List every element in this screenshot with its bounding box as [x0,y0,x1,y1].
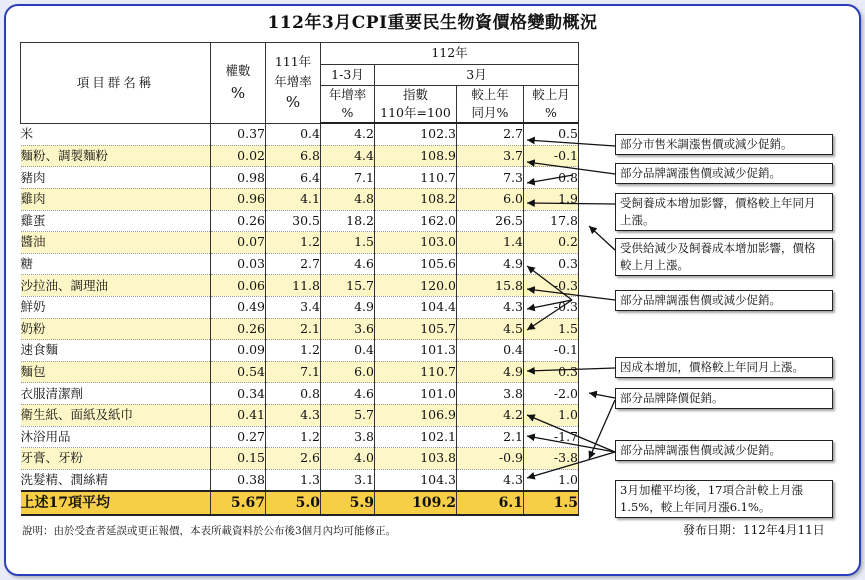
total-name: 上述17項平均 [21,491,211,515]
total-mom: 1.5 [524,491,579,515]
cell-q1: 15.7 [321,275,375,297]
item-name: 洗髮精、潤絲精 [21,469,211,491]
cell-y111: 1.3 [266,469,321,491]
arrow-bath [527,436,615,452]
cell-yoy: 4.9 [457,253,524,275]
arrow-oil [527,289,615,300]
cell-y111: 11.8 [266,275,321,297]
cell-yoy: 1.4 [457,232,524,254]
cell-mom: 1.0 [524,469,579,491]
item-name: 麵包 [21,361,211,383]
note-oil: 部分品牌調漲售價或減少促銷。 [615,290,833,311]
cell-q1: 6.0 [321,361,375,383]
cell-mom: 0.5 [524,123,579,145]
cell-q1: 5.7 [321,404,375,426]
cell-mom: 0.3 [524,361,579,383]
item-name: 麵粉、調製麵粉 [21,145,211,167]
cell-index: 108.2 [375,188,457,210]
item-name: 醬油 [21,232,211,254]
cell-y111: 30.5 [266,210,321,232]
header-weight: 權數 % [211,43,266,124]
cell-mom: -0.3 [524,296,579,318]
cell-index: 103.0 [375,232,457,254]
cell-weight: 0.41 [211,404,266,426]
cell-q1: 1.5 [321,232,375,254]
header-index: 指數 110年=100 [375,86,457,124]
cell-weight: 0.37 [211,123,266,145]
header-march: 3月 [375,64,579,86]
cell-yoy: 2.7 [457,123,524,145]
cell-mom: -3.8 [524,448,579,470]
cell-weight: 0.07 [211,232,266,254]
cell-index: 102.3 [375,123,457,145]
cell-weight: 0.98 [211,167,266,189]
arrow-tissue [527,415,615,452]
cell-mom: -1.7 [524,426,579,448]
cell-y111: 4.1 [266,188,321,210]
arrow-rice [527,140,615,146]
item-name: 米 [21,123,211,145]
arrow-sugar [527,266,572,300]
item-name: 速食麵 [21,340,211,362]
cell-yoy: 0.4 [457,340,524,362]
header-yoy: 較上年 同月% [457,86,524,124]
cell-y111: 4.3 [266,404,321,426]
cell-y111: 1.2 [266,426,321,448]
item-name: 雞肉 [21,188,211,210]
cell-weight: 0.02 [211,145,266,167]
cell-q1: 4.0 [321,448,375,470]
cell-y111: 6.4 [266,167,321,189]
cell-q1: 3.1 [321,469,375,491]
cell-weight: 0.54 [211,361,266,383]
arrow-flour [527,162,615,174]
cell-index: 104.4 [375,296,457,318]
cell-mom: -2.0 [524,383,579,405]
item-name: 沙拉油、調理油 [21,275,211,297]
cell-yoy: -0.9 [457,448,524,470]
header-item: 項目群名稱 [21,43,211,124]
cell-weight: 0.34 [211,383,266,405]
item-name: 牙膏、牙粉 [21,448,211,470]
cell-weight: 0.38 [211,469,266,491]
note-rice: 部分市售米調漲售價或減少促銷。 [615,134,833,155]
header-year-112: 112年 [321,43,579,65]
cell-y111: 1.2 [266,340,321,362]
cell-mom: 0.8 [524,167,579,189]
total-weight: 5.67 [211,491,266,515]
cell-q1: 3.8 [321,426,375,448]
item-name: 奶粉 [21,318,211,340]
cell-y111: 3.4 [266,296,321,318]
cell-y111: 7.1 [266,361,321,383]
cell-weight: 0.96 [211,188,266,210]
cell-index: 105.6 [375,253,457,275]
arrow-detergent [589,393,615,398]
item-name: 衛生紙、面紙及紙巾 [21,404,211,426]
cell-weight: 0.06 [211,275,266,297]
arrow-pork [527,175,573,183]
arrow-shampoo [527,452,615,478]
cell-mom: -0.1 [524,145,579,167]
cell-weight: 0.26 [211,318,266,340]
note-egg: 受供給減少及飼養成本增加影響，價格較上月上漲。 [615,238,833,276]
cell-yoy: 2.1 [457,426,524,448]
cell-weight: 0.27 [211,426,266,448]
cell-q1: 4.2 [321,123,375,145]
cell-index: 110.7 [375,167,457,189]
note-bread: 因成本增加，價格較上年同月上漲。 [615,357,833,378]
cell-mom: 1.5 [524,318,579,340]
cell-index: 110.7 [375,361,457,383]
cell-weight: 0.03 [211,253,266,275]
note-summary: 3月加權平均後，17項合計較上月漲1.5%，較上年同月漲6.1%。 [615,480,833,518]
cell-index: 101.0 [375,383,457,405]
cell-mom: 17.8 [524,210,579,232]
note-toiletries: 部分品牌調漲售價或減少促銷。 [615,440,833,461]
cell-mom: 0.3 [524,253,579,275]
cell-index: 103.8 [375,448,457,470]
cell-y111: 0.8 [266,383,321,405]
header-jan-mar-yoy: 年增率 % [321,86,375,124]
arrow-bread [527,368,615,371]
cell-q1: 0.4 [321,340,375,362]
cell-yoy: 15.8 [457,275,524,297]
cell-weight: 0.49 [211,296,266,318]
cell-y111: 6.8 [266,145,321,167]
cell-weight: 0.26 [211,210,266,232]
cell-yoy: 4.3 [457,296,524,318]
cell-yoy: 4.3 [457,469,524,491]
cell-yoy: 6.0 [457,188,524,210]
item-name: 鮮奶 [21,296,211,318]
cell-index: 106.9 [375,404,457,426]
cell-q1: 7.1 [321,167,375,189]
cell-index: 108.9 [375,145,457,167]
note-flour: 部分品牌調漲售價或減少促銷。 [615,163,833,184]
cell-mom: -0.3 [524,275,579,297]
cell-yoy: 26.5 [457,210,524,232]
cell-index: 101.3 [375,340,457,362]
cell-yoy: 3.8 [457,383,524,405]
cell-mom: 1.9 [524,188,579,210]
cell-yoy: 4.9 [457,361,524,383]
cell-y111: 2.1 [266,318,321,340]
cell-q1: 4.9 [321,296,375,318]
cell-weight: 0.15 [211,448,266,470]
header-mom: 較上月 % [524,86,579,124]
cell-q1: 4.6 [321,383,375,405]
cell-y111: 2.6 [266,448,321,470]
cell-y111: 1.2 [266,232,321,254]
cell-yoy: 4.2 [457,404,524,426]
item-name: 衣服清潔劑 [21,383,211,405]
cell-yoy: 3.7 [457,145,524,167]
cell-q1: 4.8 [321,188,375,210]
total-index: 109.2 [375,491,457,515]
note-chicken: 受飼養成本增加影響，價格較上年同月上漲。 [615,193,833,231]
arrow-chicken [527,203,615,204]
release-date: 發布日期：112年4月11日 [683,523,825,537]
cell-mom: -0.1 [524,340,579,362]
total-yoy: 6.1 [457,491,524,515]
note-detergent: 部分品牌降價促銷。 [615,388,833,409]
arrow-egg [589,226,615,250]
cell-index: 120.0 [375,275,457,297]
total-q1: 5.9 [321,491,375,515]
cell-y111: 0.4 [266,123,321,145]
cell-q1: 4.4 [321,145,375,167]
page-title: 112年3月CPI重要民生物資價格變動概況 [267,13,598,33]
total-y111: 5.0 [266,491,321,515]
item-name: 豬肉 [21,167,211,189]
cell-weight: 0.09 [211,340,266,362]
header-annual-111: 111年 年增率 % [266,43,321,124]
cell-mom: 0.2 [524,232,579,254]
cell-yoy: 4.5 [457,318,524,340]
cell-yoy: 7.3 [457,167,524,189]
cell-q1: 3.6 [321,318,375,340]
cell-index: 162.0 [375,210,457,232]
item-name: 沐浴用品 [21,426,211,448]
cell-index: 104.3 [375,469,457,491]
header-jan-mar: 1-3月 [321,64,375,86]
cell-q1: 4.6 [321,253,375,275]
item-name: 雞蛋 [21,210,211,232]
footnote: 說明：由於受查者延誤或更正報價，本表所載資料於公布後3個月內均可能修正。 [22,525,397,537]
cell-y111: 2.7 [266,253,321,275]
item-name: 糖 [21,253,211,275]
cell-index: 105.7 [375,318,457,340]
cell-index: 102.1 [375,426,457,448]
cell-mom: 1.0 [524,404,579,426]
cell-q1: 18.2 [321,210,375,232]
